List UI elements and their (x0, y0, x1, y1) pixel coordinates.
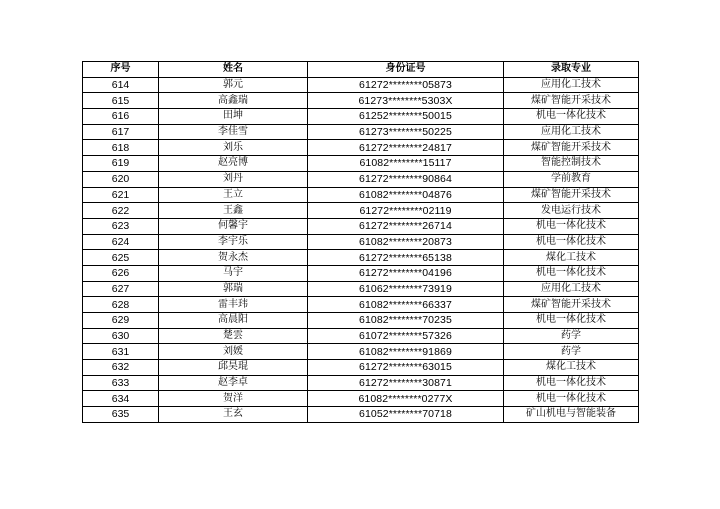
table-row (83, 203, 639, 219)
header-id-number: 身份证号 (308, 62, 504, 78)
cell-name: 郭元 (159, 77, 308, 93)
cell-major: 机电一体化技术 (504, 234, 639, 250)
cell-seq: 622 (83, 203, 159, 219)
cell-id-number: 61082********66337 (308, 297, 504, 313)
cell-major: 药学 (504, 328, 639, 344)
cell-id-number: 61272********65138 (308, 250, 504, 266)
cell-id-number: 61082********04876 (308, 187, 504, 203)
document-page (82, 61, 639, 423)
cell-major: 机电一体化技术 (504, 313, 639, 329)
cell-major: 煤矿智能开采技术 (504, 187, 639, 203)
table-row (83, 234, 639, 250)
cell-major: 智能控制技术 (504, 156, 639, 172)
cell-name: 何馨宇 (159, 218, 308, 234)
cell-seq: 614 (83, 77, 159, 93)
table-row (83, 265, 639, 281)
cell-id-number: 61062********73919 (308, 281, 504, 297)
cell-seq: 629 (83, 313, 159, 329)
table-row (83, 281, 639, 297)
cell-id-number: 61052********70718 (308, 407, 504, 423)
cell-seq: 624 (83, 234, 159, 250)
cell-id-number: 61072********57326 (308, 328, 504, 344)
cell-major: 机电一体化技术 (504, 391, 639, 407)
cell-seq: 621 (83, 187, 159, 203)
cell-name: 邱昊琨 (159, 360, 308, 376)
table-row (83, 93, 639, 109)
cell-id-number: 61252********50015 (308, 109, 504, 125)
cell-name: 楚雲 (159, 328, 308, 344)
table-row (83, 140, 639, 156)
table-row (83, 407, 639, 423)
cell-seq: 631 (83, 344, 159, 360)
cell-name: 高鑫瑞 (159, 93, 308, 109)
table-row (83, 313, 639, 329)
table-row (83, 171, 639, 187)
cell-major: 应用化工技术 (504, 281, 639, 297)
table-row (83, 297, 639, 313)
cell-major: 药学 (504, 344, 639, 360)
cell-major: 学前教育 (504, 171, 639, 187)
cell-name: 赵李卓 (159, 375, 308, 391)
cell-major: 煤矿智能开采技术 (504, 93, 639, 109)
cell-id-number: 61082********70235 (308, 313, 504, 329)
cell-id-number: 61272********02119 (308, 203, 504, 219)
cell-seq: 615 (83, 93, 159, 109)
cell-name: 雷丰玮 (159, 297, 308, 313)
table-row (83, 360, 639, 376)
cell-name: 赵亮博 (159, 156, 308, 172)
cell-id-number: 61272********05873 (308, 77, 504, 93)
cell-id-number: 61272********24817 (308, 140, 504, 156)
cell-name: 刘丹 (159, 171, 308, 187)
cell-id-number: 61082********0277X (308, 391, 504, 407)
cell-major: 应用化工技术 (504, 124, 639, 140)
cell-seq: 627 (83, 281, 159, 297)
header-name: 姓名 (159, 62, 308, 78)
cell-id-number: 61272********30871 (308, 375, 504, 391)
cell-name: 马宇 (159, 265, 308, 281)
cell-name: 田坤 (159, 109, 308, 125)
cell-seq: 616 (83, 109, 159, 125)
cell-seq: 619 (83, 156, 159, 172)
cell-seq: 620 (83, 171, 159, 187)
cell-seq: 623 (83, 218, 159, 234)
cell-name: 王鑫 (159, 203, 308, 219)
header-seq: 序号 (83, 62, 159, 78)
cell-seq: 628 (83, 297, 159, 313)
cell-name: 刘乐 (159, 140, 308, 156)
cell-seq: 632 (83, 360, 159, 376)
admission-table (82, 61, 639, 423)
cell-seq: 626 (83, 265, 159, 281)
cell-id-number: 61273********5303X (308, 93, 504, 109)
cell-id-number: 61272********63015 (308, 360, 504, 376)
table-row (83, 391, 639, 407)
cell-seq: 617 (83, 124, 159, 140)
cell-major: 煤矿智能开采技术 (504, 140, 639, 156)
cell-name: 刘媛 (159, 344, 308, 360)
cell-major: 机电一体化技术 (504, 375, 639, 391)
cell-name: 高晨阳 (159, 313, 308, 329)
table-row (83, 109, 639, 125)
cell-id-number: 61272********26714 (308, 218, 504, 234)
cell-seq: 618 (83, 140, 159, 156)
header-row (83, 62, 639, 78)
cell-name: 贺洋 (159, 391, 308, 407)
cell-id-number: 61272********04196 (308, 265, 504, 281)
header-major: 录取专业 (504, 62, 639, 78)
cell-id-number: 61082********20873 (308, 234, 504, 250)
cell-name: 贺永杰 (159, 250, 308, 266)
cell-seq: 635 (83, 407, 159, 423)
cell-major: 煤矿智能开采技术 (504, 297, 639, 313)
table-row (83, 375, 639, 391)
cell-major: 应用化工技术 (504, 77, 639, 93)
table-row (83, 124, 639, 140)
table-row (83, 328, 639, 344)
cell-name: 李宇乐 (159, 234, 308, 250)
cell-major: 煤化工技术 (504, 360, 639, 376)
cell-id-number: 61082********91869 (308, 344, 504, 360)
cell-seq: 625 (83, 250, 159, 266)
table-row (83, 187, 639, 203)
cell-major: 发电运行技术 (504, 203, 639, 219)
cell-major: 机电一体化技术 (504, 218, 639, 234)
cell-id-number: 61273********50225 (308, 124, 504, 140)
cell-id-number: 61272********90864 (308, 171, 504, 187)
cell-name: 王玄 (159, 407, 308, 423)
table-row (83, 250, 639, 266)
table-body (83, 77, 639, 422)
cell-name: 李佳雪 (159, 124, 308, 140)
cell-name: 郭瑞 (159, 281, 308, 297)
cell-major: 煤化工技术 (504, 250, 639, 266)
table-row (83, 77, 639, 93)
cell-major: 机电一体化技术 (504, 265, 639, 281)
table-row (83, 344, 639, 360)
table-row (83, 218, 639, 234)
cell-id-number: 61082********15117 (308, 156, 504, 172)
cell-name: 王立 (159, 187, 308, 203)
table-row (83, 156, 639, 172)
cell-seq: 630 (83, 328, 159, 344)
cell-seq: 634 (83, 391, 159, 407)
cell-major: 矿山机电与智能装备 (504, 407, 639, 423)
cell-seq: 633 (83, 375, 159, 391)
cell-major: 机电一体化技术 (504, 109, 639, 125)
